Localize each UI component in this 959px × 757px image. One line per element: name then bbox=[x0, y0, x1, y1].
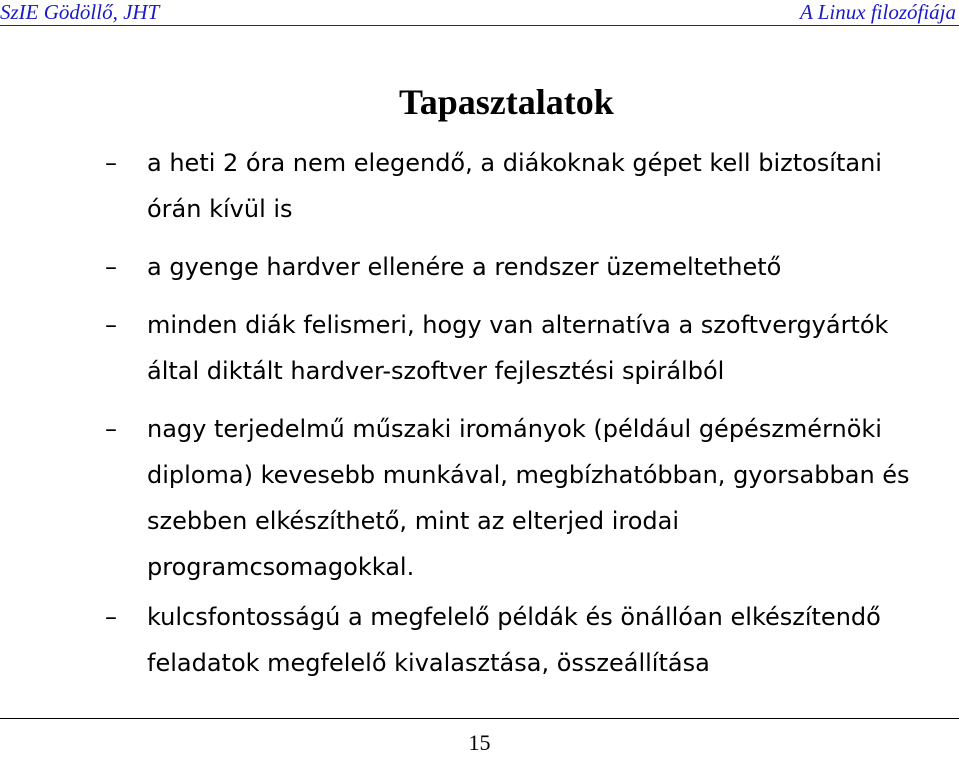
bullet-line: órán kívül is bbox=[147, 195, 293, 223]
footer-divider bbox=[0, 718, 959, 719]
bullet-line: a heti 2 óra nem elegendő, a diákoknak gépet kell biztosítani bbox=[147, 149, 882, 177]
bullet-dash-icon: – bbox=[105, 603, 117, 631]
bullet-dash-icon: – bbox=[105, 253, 117, 281]
bullet-line: programcsomagokkal. bbox=[147, 553, 415, 581]
bullet-dash-icon: – bbox=[105, 311, 117, 339]
header-institution: SzIE Gödöllő, JHT bbox=[0, 0, 160, 24]
bullet-line: minden diák felismeri, hogy van alternatíva a szoftvergyártók bbox=[147, 311, 889, 339]
slide-title: Tapasztalatok bbox=[399, 82, 614, 122]
header-divider bbox=[0, 25, 959, 26]
bullet-line: nagy terjedelmű műszaki irományok (például gépészmérnöki bbox=[147, 415, 882, 443]
bullet-line: a gyenge hardver ellenére a rendszer üzemeltethető bbox=[147, 253, 782, 281]
bullet-line: diploma) kevesebb munkával, megbízhatóbban, gyorsabban és bbox=[147, 461, 910, 489]
bullet-line: kulcsfontosságú a megfelelő példák és önállóan elkészítendő bbox=[147, 603, 881, 631]
header-slide-topic: A Linux filozófiája bbox=[800, 0, 956, 24]
bullet-dash-icon: – bbox=[105, 149, 117, 177]
bullet-line: feladatok megfelelő kivalasztása, összeállítása bbox=[147, 649, 710, 677]
bullet-line: szebben elkészíthető, mint az elterjed irodai bbox=[147, 507, 679, 535]
slide-header bbox=[0, 0, 959, 30]
page-number: 15 bbox=[468, 730, 491, 755]
bullet-line: által diktált hardver-szoftver fejlesztési spirálból bbox=[147, 357, 725, 385]
bullet-dash-icon: – bbox=[105, 415, 117, 443]
